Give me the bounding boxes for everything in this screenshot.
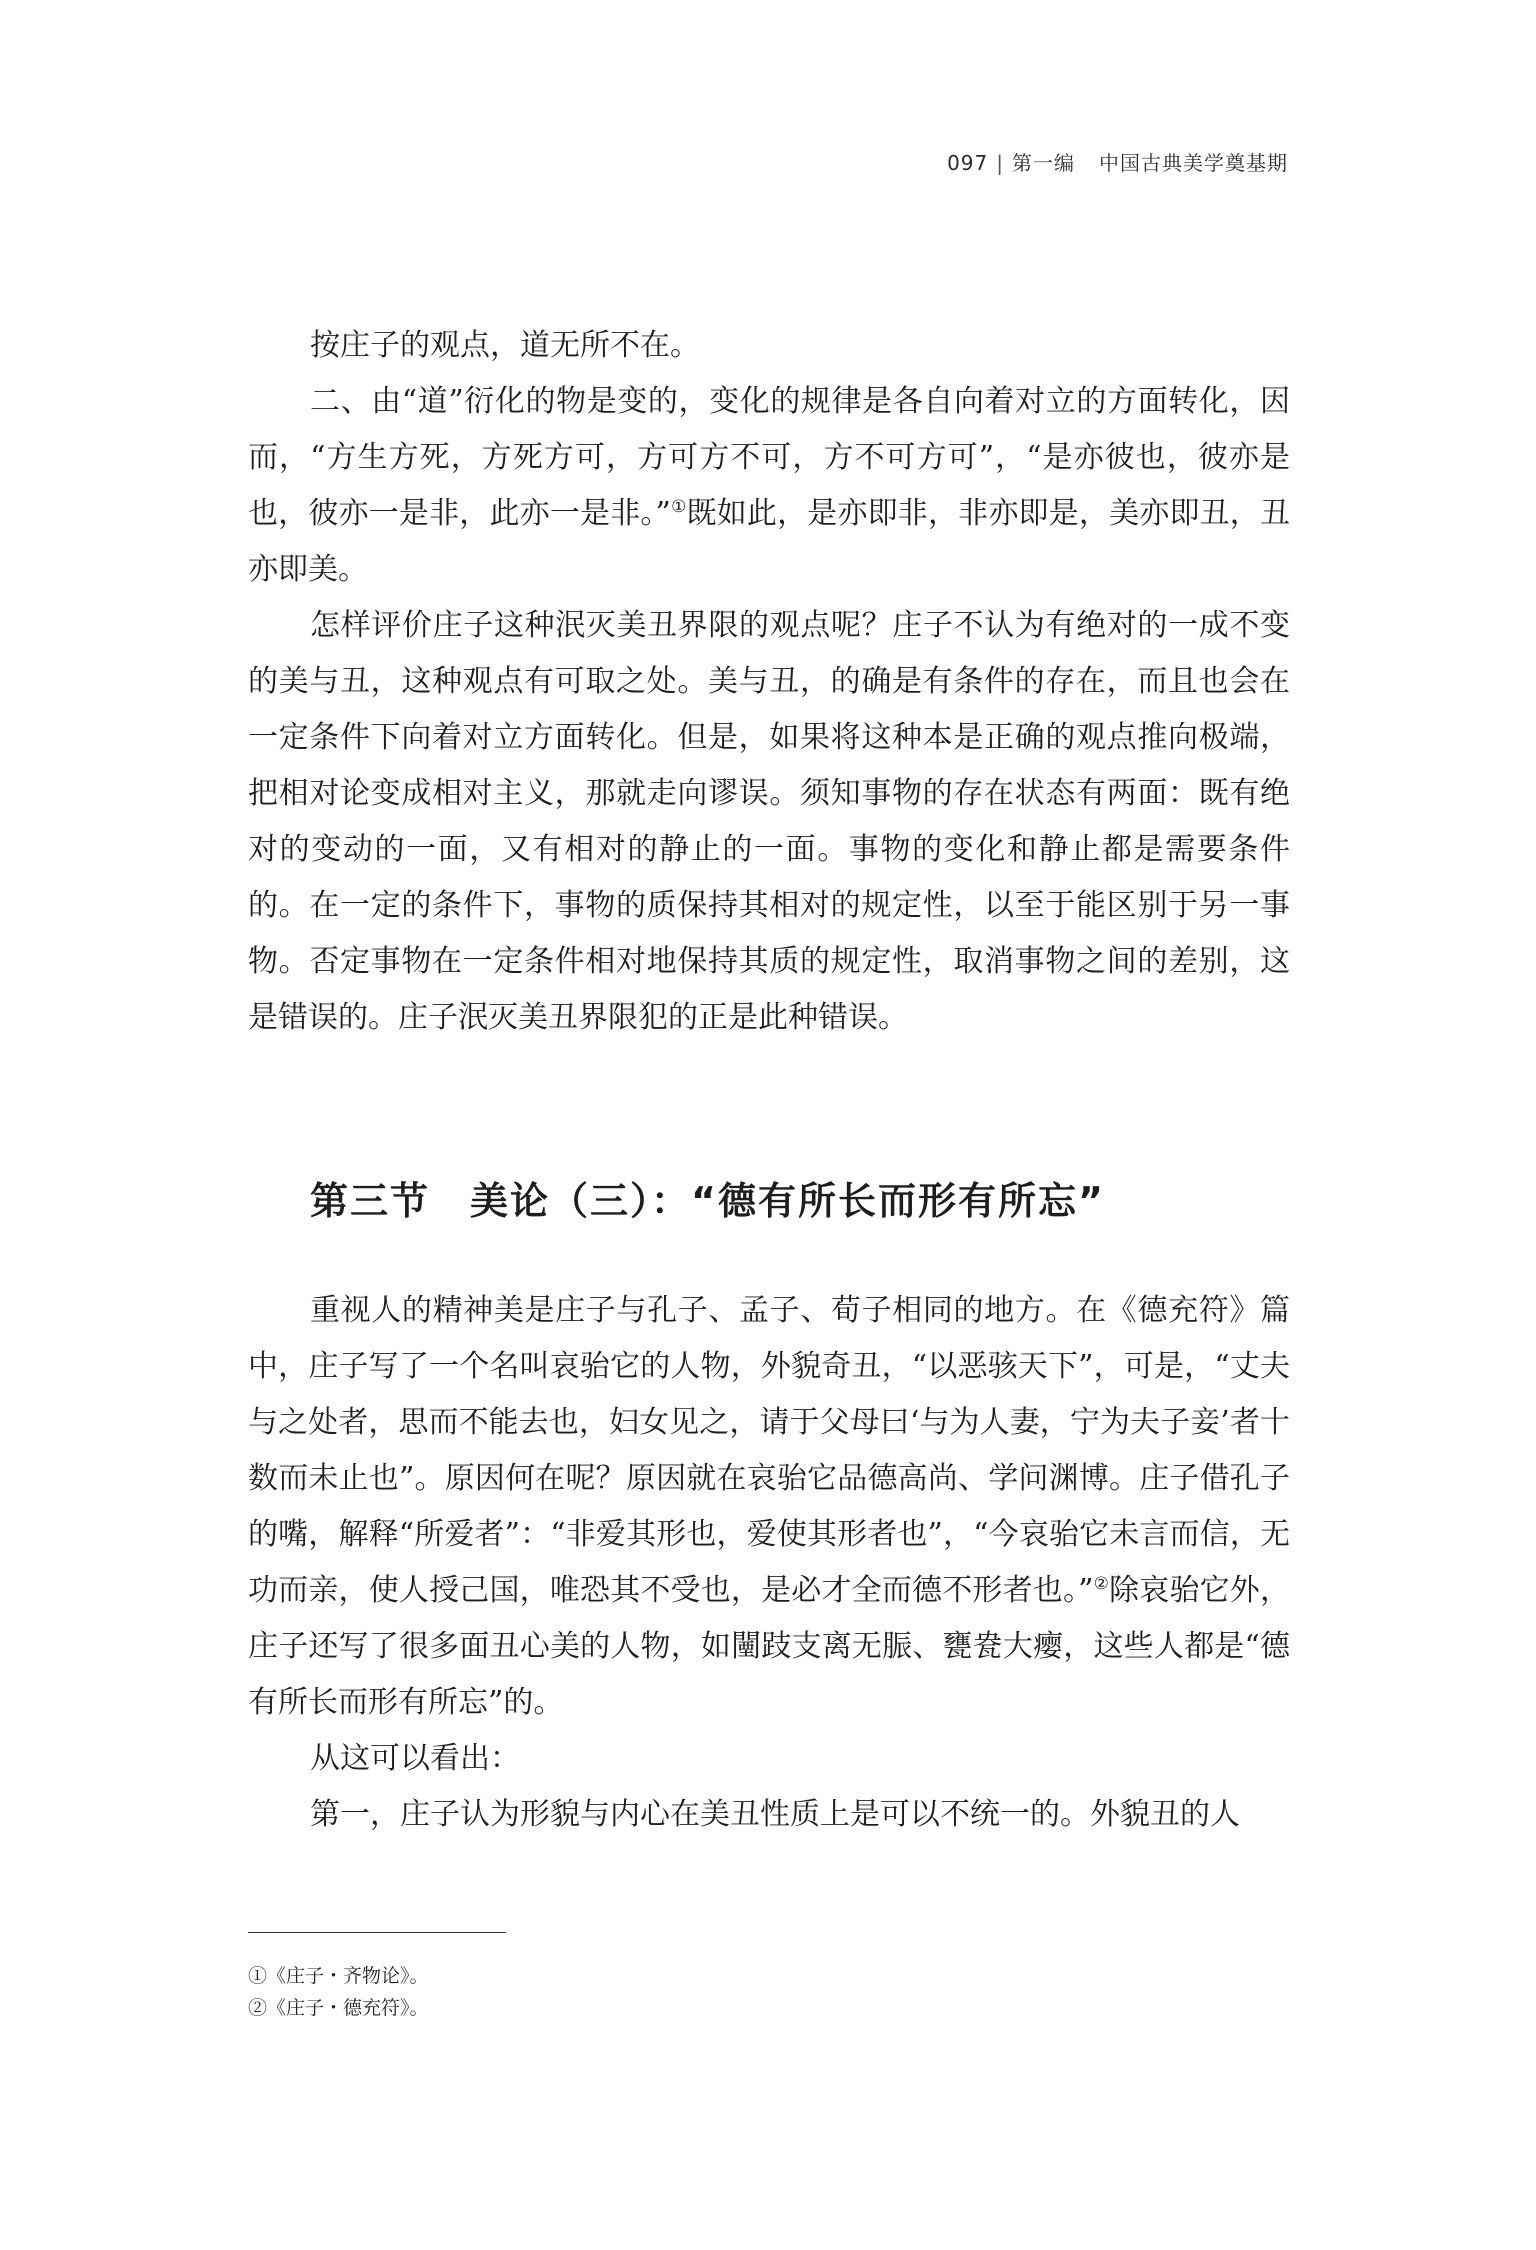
part-title: 中国古典美学奠基期 bbox=[1099, 151, 1288, 175]
section-heading bbox=[310, 1170, 1105, 1225]
footnote-ref[interactable]: ② bbox=[1093, 1574, 1110, 1594]
section-number: 第三节 bbox=[310, 1179, 431, 1223]
running-header bbox=[947, 147, 1288, 176]
paragraph bbox=[248, 374, 1290, 598]
paragraph: 怎样评价庄子这种泯灭美丑界限的观点呢？庄子不认为有绝对的一成不变的美与丑，这种观点有可取之处。美与丑，的确是有条件的存在，而且也会在一定条件下向着对立方面转化。但是，如果将这种本是正确的观点推向极端，把相对论变成相对主义，那就走向谬误。须知事物的存在状态有两面：既有绝对的变动的一面，又有相对的静止的一面。事物的变化和静止都是需要条件的。在一定的条件下，事物的质保持其相对的规定性，以至于能区别于另一事物。否定事物在一定条件相对地保持其质的规定性，取消事物之间的差别，这是错误的。庄子泯灭美丑界限犯的正是此种错误。 bbox=[248, 608, 1290, 1035]
paragraph bbox=[248, 1283, 1290, 1731]
part-label: 第一编 bbox=[1012, 151, 1075, 175]
section-title: 美论（三）：“德有所长而形有所忘” bbox=[470, 1179, 1105, 1223]
paragraph-text: 重视人的精神美是庄子与孔子、孟子、荀子相同的地方。在《德充符》篇中，庄子写了一个名叫哀骀它的人物，外貌奇丑，“以恶骇天下”，可是，“丈夫与之处者，思而不能去也，妇女见之，请于父母曰‘与为人妻，宁为夫子妾’者十数而未止也”。原因何在呢？原因就在哀骀它品德高尚、学问渊博。庄子借孔子的嘴，解释“所爱者”：“非爱其形也，爱使其形者也”，“今哀骀它未言而信，无功而亲，使人授己国，唯恐其不受也，是必才全而德不形者也。” bbox=[248, 1293, 1290, 1608]
body-text-lower bbox=[248, 1283, 1290, 1843]
paragraph: 第一，庄子认为形貌与内心在美丑性质上是可以不统一的。外貌丑的人 bbox=[310, 1797, 1240, 1832]
body-text-upper bbox=[248, 318, 1290, 1046]
footnote-ref[interactable]: ① bbox=[670, 497, 687, 517]
header-separator: | bbox=[996, 151, 1004, 175]
footnotes bbox=[248, 1960, 429, 2024]
paragraph: 按庄子的观点，道无所不在。 bbox=[310, 328, 700, 363]
paragraph-text: 二、由“道”衍化的物是变的，变化的规律是各自向着对立的方面转化，因而，“方生方死，方死方可，方可方不可，方不可方可”，“是亦彼也，彼亦是也，彼亦一是非，此亦一是非。” bbox=[248, 384, 1290, 531]
footnote: ②《庄子・德充符》。 bbox=[248, 1997, 429, 2019]
paragraph-text: 既如此，是亦即非，非亦即是，美亦即丑，丑亦即美。 bbox=[248, 496, 1290, 587]
paragraph-text: 除哀骀它外，庄子还写了很多面丑心美的人物，如闉跂支离无脤、甕㼜大瘿，这些人都是“德有所长而形有所忘”的。 bbox=[248, 1573, 1290, 1720]
footnote-divider bbox=[248, 1932, 506, 1933]
paragraph: 从这可以看出： bbox=[310, 1741, 520, 1776]
footnote: ①《庄子・齐物论》。 bbox=[248, 1965, 429, 1987]
page-number: 097 bbox=[947, 151, 989, 175]
